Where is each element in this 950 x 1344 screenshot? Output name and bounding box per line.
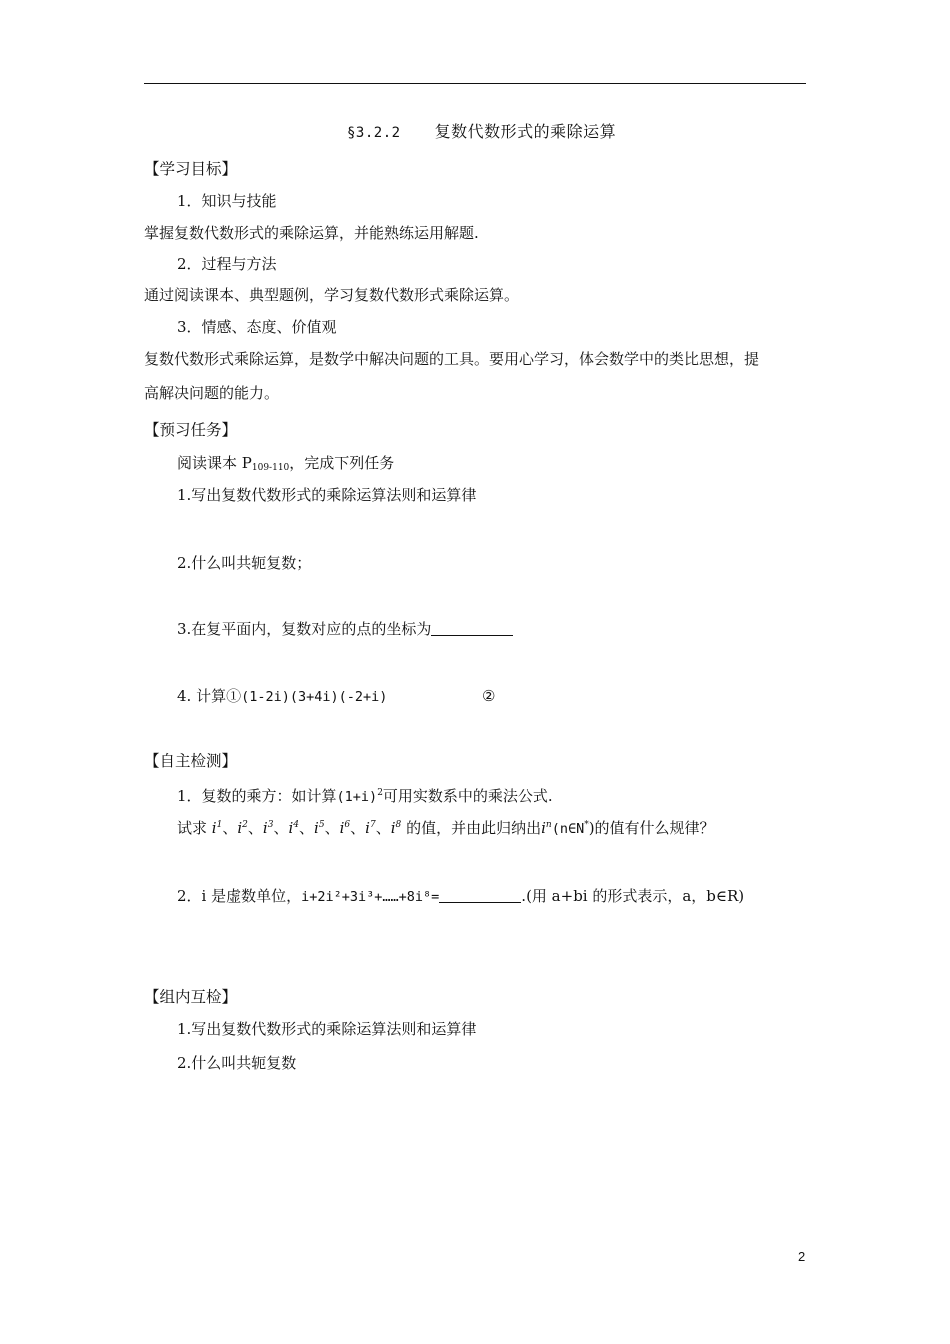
page-title [347,122,616,142]
objective-3-text-line1: 复数代数形式乘除运算，是数学中解决问题的工具。要用心学习，体会数学中的类比思想，提 [144,350,760,368]
selfcheck-heading: 【自主检测】 [144,752,238,770]
preview-task-2: 2.什么叫共轭复数； [177,554,312,572]
answer-blank [431,621,513,636]
selfcheck-q2 [177,887,744,905]
selfcheck-q1-line2 [177,819,715,837]
preview-task-3-text: 3.在复平面内，复数对应的点的坐标为 [177,620,432,638]
group-item-2: 2.什么叫共轭复数 [177,1054,297,1072]
selfcheck-q1-line1 [177,787,553,805]
preview-task-4-part2: ② [482,687,496,705]
i-power-8: $i^8$ [390,819,402,837]
objective-1-heading: 1．知识与技能 [177,192,277,210]
objective-2-text: 通过阅读课本、典型题例，学习复数代数形式乘除运算。 [144,286,520,304]
objective-3-heading: 3．情感、态度、价值观 [177,318,337,336]
q1-expr: (1+i) [336,789,378,805]
q2-text-b: .(用 a+bi 的形式表示，a，b∈R) [521,887,745,905]
i-power-1: $i^1$ [211,819,223,837]
group-heading: 【组内互检】 [144,988,238,1006]
title-text: 复数代数形式的乘除运算 [434,122,617,141]
objective-1-text: 掌握复数代数形式的乘除运算，并能熟练运用解题. [144,224,479,242]
preview-task-4-label: 4. 计算① [177,687,242,705]
q1-line2-suffix: 的值，并由此归纳出 [406,819,542,837]
q1-text-b: 可用实数系中的乘法公式. [382,787,553,805]
i-power-2: $i^2$ [237,819,248,837]
i-power-4: $i^4$ [288,819,300,837]
q1-text-a: 1．复数的乘方：如计算 [177,787,337,805]
section-number: §3.2.2 [347,125,401,141]
i-power-7: $i^7$ [365,819,376,837]
q1-exponent: 2 [377,788,383,798]
q2-text-a: 2．i 是虚数单位， [177,887,302,905]
objective-2-heading: 2．过程与方法 [177,255,277,273]
preview-task-1: 1.写出复数代数形式的乘除运算法则和运算律 [177,486,477,504]
i-power-5: $i^5$ [314,819,325,837]
q1-line2-end: )的值有什么规律？ [588,819,715,837]
i-power-n: $i^n$ [541,819,552,837]
q2-expr: i+2i²+3i³+……+8i⁸= [301,889,440,905]
header-rule [144,83,806,84]
page-range: 109-110 [251,463,290,473]
preview-intro-prefix: 阅读课本 P [177,454,252,472]
preview-task-3 [177,620,513,638]
preview-task-4-expr: (1-2i)(3+4i)(-2+i) [241,689,388,705]
i-power-6: $i^6$ [339,819,351,837]
q1-line2-prefix: 试求 [177,819,208,837]
objectives-heading: 【学习目标】 [144,160,238,178]
page-number: 2 [798,1249,806,1264]
preview-intro [177,454,394,472]
powers-list: $i^1$、$i^2$、$i^3$、$i^4$、$i^5$、$i^6$、$i^7$、$i^8$ [211,819,402,837]
preview-intro-suffix: ，完成下列任务 [289,454,395,472]
objective-3-text-line2: 高解决问题的能力。 [144,384,280,402]
q1-condition: (n∈N [551,821,585,837]
i-power-3: $i^3$ [262,819,274,837]
q1-star: * [584,820,589,830]
preview-task-4 [177,687,387,705]
preview-heading: 【预习任务】 [144,421,238,439]
group-item-1: 1.写出复数代数形式的乘除运算法则和运算律 [177,1020,477,1038]
q2-answer-blank [439,888,521,903]
